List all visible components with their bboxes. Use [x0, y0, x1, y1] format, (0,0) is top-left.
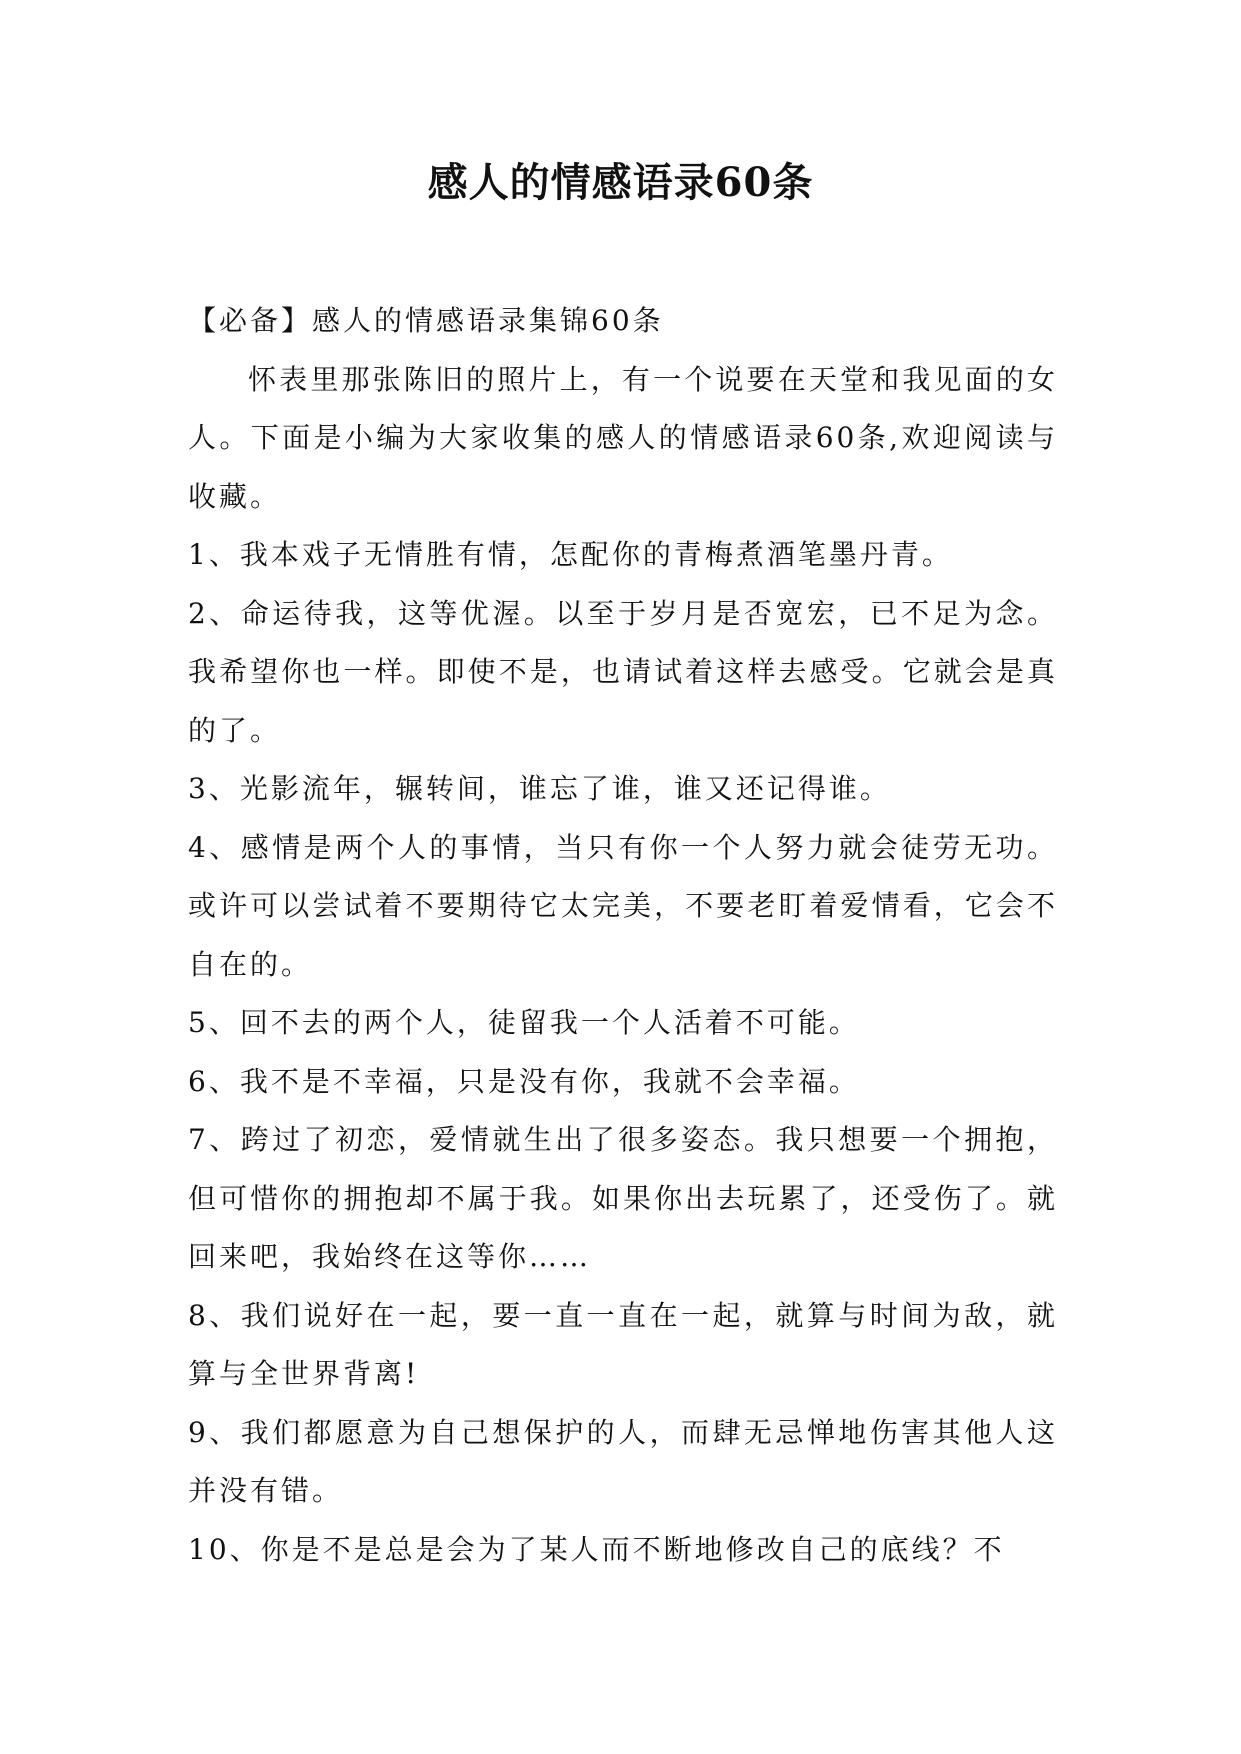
intro-paragraph: 怀表里那张陈旧的照片上，有一个说要在天堂和我见面的女人。下面是小编为大家收集的感人的情感语录60条,欢迎阅读与收藏。	[188, 362, 1058, 513]
quote-item: 4、感情是两个人的事情，当只有你一个人努力就会徒劳无功。或许可以尝试着不要期待它太完美，不要老盯着爱情看，它会不自在的。	[188, 830, 1058, 981]
quote-item: 10、你是不是总是会为了某人而不断地修改自己的底线？不	[188, 1532, 1005, 1566]
quote-item: 1、我本戏子无情胜有情，怎配你的青梅煮酒笔墨丹青。	[188, 538, 953, 571]
quote-item: 6、我不是不幸福，只是没有你，我就不会幸福。	[188, 1064, 860, 1098]
document-body	[188, 292, 1058, 1579]
quote-item: 3、光影流年，辗转间，谁忘了谁，谁又还记得谁。	[188, 772, 891, 805]
document-subtitle: 【必备】感人的情感语录集锦60条	[188, 304, 664, 337]
quote-item: 2、命运待我，这等优渥。以至于岁月是否宽宏，已不足为念。我希望你也一样。即使不是，也请试着这样去感受。它就会是真的了。	[188, 596, 1058, 747]
quote-item: 7、跨过了初恋，爱情就生出了很多姿态。我只想要一个拥抱，但可惜你的拥抱却不属于我。如果你出去玩累了，还受伤了。就回来吧，我始终在这等你……	[188, 1123, 1058, 1273]
quote-item: 8、我们说好在一起，要一直一直在一起，就算与时间为敌，就算与全世界背离!	[188, 1298, 1058, 1390]
quote-item: 5、回不去的两个人，徒留我一个人活着不可能。	[188, 1006, 860, 1039]
quote-item: 9、我们都愿意为自己想保护的人，而肆无忌惮地伤害其他人这并没有错。	[188, 1415, 1058, 1507]
document-title: 感人的情感语录60条	[427, 159, 814, 206]
